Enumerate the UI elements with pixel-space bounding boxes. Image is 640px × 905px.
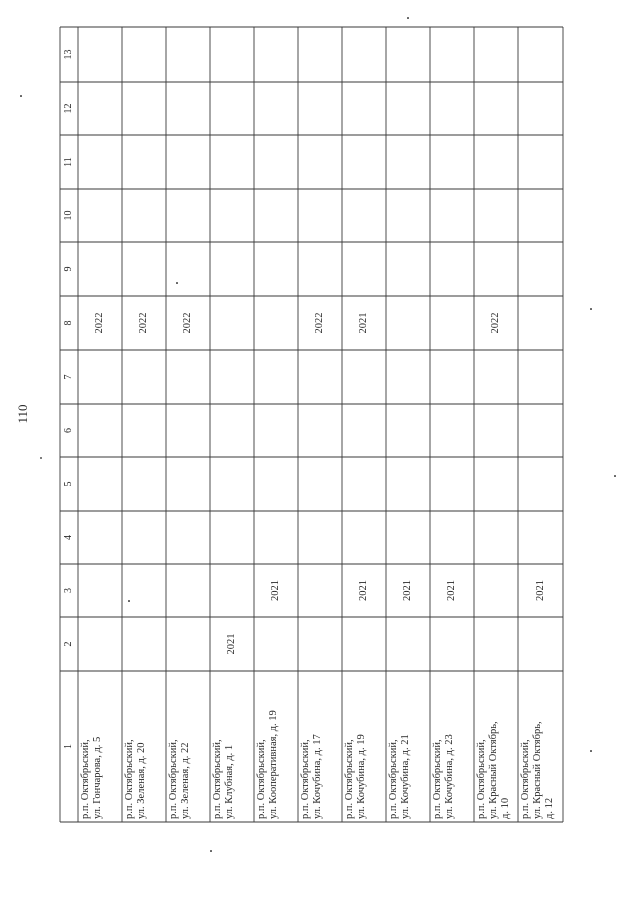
column-header-12: 12 <box>63 103 74 114</box>
row-year-col8: 2022 <box>490 312 501 334</box>
column-header-2: 2 <box>63 641 74 647</box>
column-header-8: 8 <box>63 320 74 326</box>
column-header-7: 7 <box>63 374 74 380</box>
row-year-col3: 2021 <box>534 580 546 601</box>
column-header-5: 5 <box>63 481 74 487</box>
row-address-line: д. 10 <box>500 797 511 819</box>
row-year-col3: 2021 <box>358 580 369 601</box>
row-address-line: ул. Кочубина, д. 17 <box>312 734 323 819</box>
row-year-col8: 2021 <box>358 312 369 334</box>
row-address-line: р.п. Октябрьский, <box>432 739 443 819</box>
column-header-6: 6 <box>63 428 74 433</box>
row-year-col3: 2021 <box>270 580 281 601</box>
scan-speck <box>407 17 409 19</box>
row-year-col2: 2021 <box>226 633 237 655</box>
scan-speck <box>20 95 22 97</box>
row-year-col8: 2022 <box>138 312 149 334</box>
row-address-line: д. 12 <box>544 797 555 819</box>
column-header-4: 4 <box>63 535 74 540</box>
scan-speck <box>590 308 592 310</box>
column-header-3: 3 <box>63 588 74 593</box>
scan-speck <box>590 750 592 752</box>
row-year-col8: 2022 <box>314 312 325 334</box>
row-address-line: р.п. Октябрьский, <box>300 739 311 819</box>
row-address-line: р.п. Октябрьский, <box>212 739 223 819</box>
row-address-line: р.п. Октябрьский, <box>80 739 91 819</box>
row-year-col3: 2021 <box>446 580 457 601</box>
column-header-13: 13 <box>63 49 74 60</box>
row-address-line: р.п. Октябрьский, <box>124 739 135 819</box>
page-number: 110 <box>15 404 30 424</box>
row-year-col8: 2022 <box>182 312 193 334</box>
column-header-11: 11 <box>63 157 74 167</box>
row-address-line: р.п. Октябрьский, <box>388 739 399 819</box>
row-address-line: р.п. Октябрьский, <box>168 739 179 819</box>
row-address-line: р.п. Октябрьский, <box>476 739 487 819</box>
row-address-line: ул. Клубная, д. 1 <box>224 744 235 819</box>
row-address-line: р.п. Октябрьский, <box>344 739 355 819</box>
row-address-line: р.п. Октябрьский, <box>256 739 267 819</box>
row-address-line: ул. Кооперативная, д. 19 <box>268 710 279 819</box>
column-header-1: 1 <box>63 744 74 749</box>
scan-speck <box>128 600 130 602</box>
row-address-line: ул. Кочубина, д. 19 <box>356 734 367 819</box>
column-header-9: 9 <box>63 266 74 272</box>
row-address-line: ул. Зеленая, д. 20 <box>136 742 147 819</box>
row-address-line: ул. Зеленая, д. 22 <box>180 742 191 819</box>
scan-speck <box>40 457 42 459</box>
scan-speck <box>210 850 212 852</box>
row-address-line: ул. Гончарова, д. 5 <box>92 736 103 819</box>
row-address-line: ул. Красный Октябрь, <box>488 721 499 819</box>
row-year-col3: 2021 <box>402 580 413 601</box>
row-address-line: ул. Кочубина, д. 23 <box>444 734 455 819</box>
scan-speck <box>176 282 178 284</box>
row-address-line: р.п. Октябрьский, <box>520 739 531 819</box>
row-address-line: ул. Красный Октябрь, <box>532 721 543 819</box>
column-header-10: 10 <box>63 210 74 221</box>
row-address-line: ул. Кочубина, д. 21 <box>400 734 411 819</box>
row-year-col8: 2022 <box>94 312 105 334</box>
scan-speck <box>614 475 616 477</box>
